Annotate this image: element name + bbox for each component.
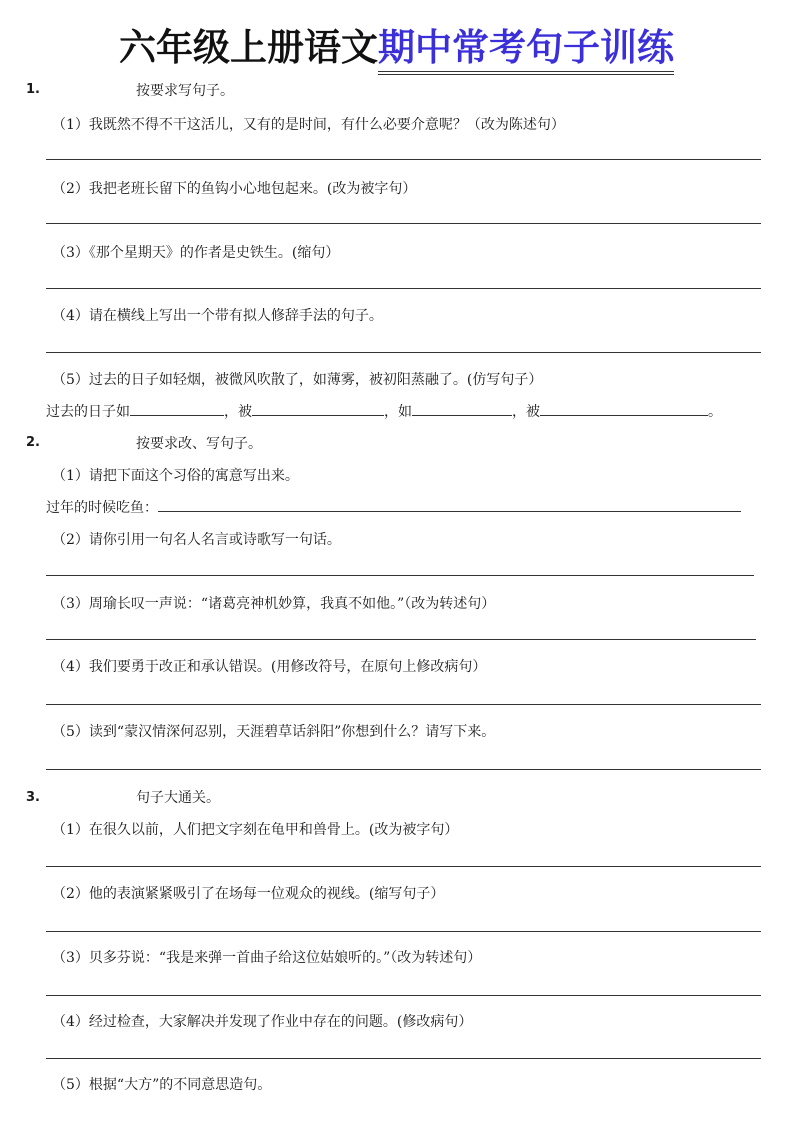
s3-q4: （4）经过检查，大家解决并发现了作业中存在的问题。(修改病句）: [52, 1014, 473, 1030]
fill-text-1: 过去的日子如: [46, 404, 130, 420]
answer-line-s1-q4[interactable]: [46, 352, 761, 353]
answer-line-s1-q3[interactable]: [46, 288, 761, 289]
fill-blank-1[interactable]: [130, 401, 224, 416]
page-title: [0, 22, 793, 74]
s1-q5-fill-in: [46, 401, 722, 421]
fill-blank-4[interactable]: [540, 401, 708, 416]
fill-blank-2[interactable]: [252, 401, 384, 416]
s2-q1-prompt: 过年的时候吃鱼：: [46, 500, 158, 516]
fill-text-end: 。: [708, 404, 722, 420]
s1-q3: （3）《那个星期天》的作者是史铁生。(缩句）: [52, 245, 340, 261]
s2-q1-answer-blank[interactable]: [158, 497, 741, 512]
fill-blank-3[interactable]: [412, 401, 512, 416]
section-1-number: 1.: [26, 82, 40, 97]
section-1-heading: 按要求写句子。: [136, 83, 234, 99]
section-3-heading: 句子大通关。: [136, 790, 220, 806]
s3-q2: （2）他的表演紧紧吸引了在场每一位观众的视线。(缩写句子）: [52, 886, 445, 902]
section-2-number: 2.: [26, 435, 40, 450]
section-3-number: 3.: [26, 790, 40, 805]
fill-text-2: ，被: [224, 404, 252, 420]
title-grade: 六年级上册语文: [119, 26, 378, 69]
answer-line-s3-q3[interactable]: [46, 995, 761, 996]
s2-q1: （1）请把下面这个习俗的寓意写出来。: [52, 468, 299, 484]
answer-line-s1-q2[interactable]: [46, 223, 761, 224]
answer-line-s3-q2[interactable]: [46, 931, 761, 932]
answer-line-s2-q2[interactable]: [46, 575, 754, 576]
s1-q4: （4）请在横线上写出一个带有拟人修辞手法的句子。: [52, 308, 383, 324]
section-2-heading: 按要求改、写句子。: [136, 436, 262, 452]
s2-q5: （5）读到“蒙汉情深何忍别，天涯碧草话斜阳”你想到什么？请写下来。: [52, 724, 496, 740]
s2-q1-prompt-row: [46, 497, 741, 517]
fill-text-4: ，被: [512, 404, 540, 420]
answer-line-s3-q1[interactable]: [46, 866, 761, 867]
s1-q5: （5）过去的日子如轻烟，被微风吹散了，如薄雾，被初阳蒸融了。(仿写句子）: [52, 372, 543, 388]
s2-q4: （4）我们要勇于改正和承认错误。(用修改符号，在原句上修改病句）: [52, 659, 487, 675]
answer-line-s2-q5[interactable]: [46, 769, 761, 770]
s2-q2: （2）请你引用一句名人名言或诗歌写一句话。: [52, 532, 341, 548]
s3-q5: （5）根据“大方”的不同意思造句。: [52, 1077, 272, 1093]
s2-q3: （3）周瑜长叹一声说：“诸葛亮神机妙算，我真不如他。”（改为转述句）: [52, 596, 496, 612]
s3-q3: （3）贝多芬说：“我是来弹一首曲子给这位姑娘听的。”（改为转述句）: [52, 950, 482, 966]
s1-q2: （2）我把老班长留下的鱼钩小心地包起来。(改为被字句）: [52, 181, 417, 197]
answer-line-s1-q1[interactable]: [46, 159, 761, 160]
s3-q1: （1）在很久以前，人们把文字刻在龟甲和兽骨上。(改为被字句）: [52, 822, 459, 838]
answer-line-s2-q4[interactable]: [46, 704, 761, 705]
fill-text-3: ，如: [384, 404, 412, 420]
answer-line-s2-q3[interactable]: [46, 639, 756, 640]
title-topic: 期中常考句子训练: [378, 26, 674, 75]
s1-q1: （1）我既然不得不干这活儿，又有的是时间，有什么必要介意呢？（改为陈述句）: [52, 117, 565, 133]
answer-line-s3-q4[interactable]: [46, 1058, 761, 1059]
